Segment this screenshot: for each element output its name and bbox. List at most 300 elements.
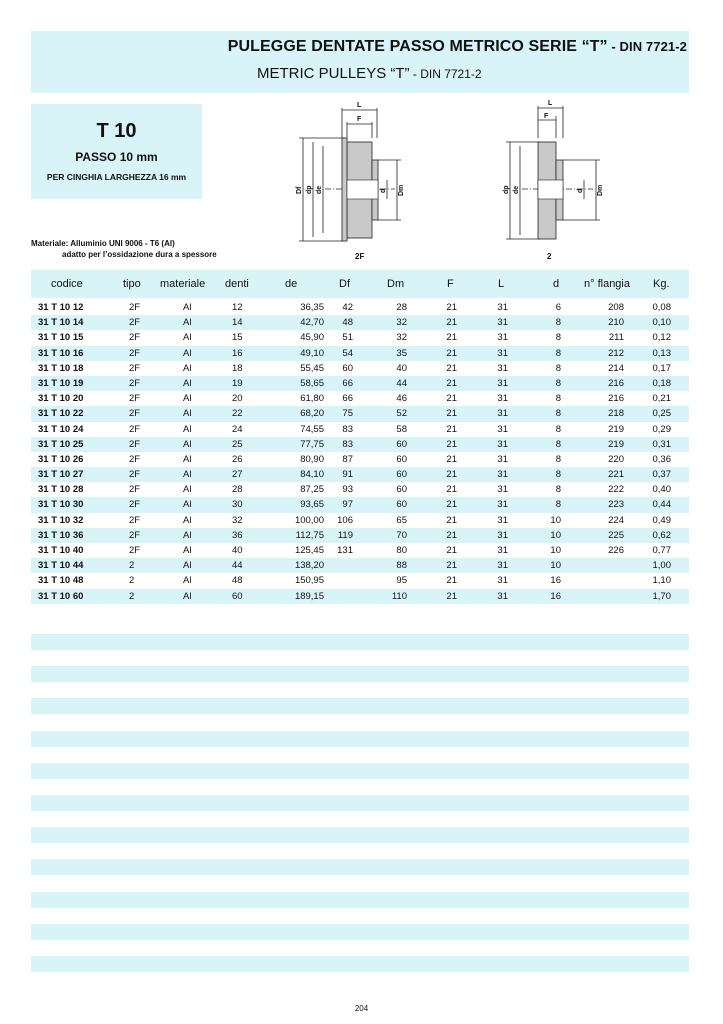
cell-d: 8 xyxy=(555,423,561,435)
table-row xyxy=(31,558,689,573)
cell-dm: 95 xyxy=(396,575,407,587)
cell-kg: 0,17 xyxy=(652,362,671,374)
cell-flangia: 219 xyxy=(608,423,624,435)
cell-df: 66 xyxy=(342,393,353,405)
cell-materiale: Al xyxy=(183,423,192,435)
cell-tipo: 2F xyxy=(129,438,141,450)
table-row xyxy=(31,497,689,512)
cell-tipo: 2F xyxy=(129,302,141,313)
cell-codice: 31 T 10 19 xyxy=(38,377,84,389)
series-code: T 10 xyxy=(96,120,137,142)
dim-label-F: F xyxy=(544,113,549,120)
dim-label-dp: dp xyxy=(503,185,510,194)
cell-codice: 31 T 10 44 xyxy=(38,560,84,572)
cell-materiale: Al xyxy=(183,499,192,511)
dim-label-Dm: Dm xyxy=(597,184,604,196)
dim-label-Df: Df xyxy=(296,186,303,194)
col-header-flangia: n° flangia xyxy=(584,278,630,290)
cell-l: 31 xyxy=(497,453,508,465)
table-row xyxy=(31,482,689,497)
cell-tipo: 2F xyxy=(129,423,141,435)
col-header-denti: denti xyxy=(225,278,249,290)
cell-kg: 1,70 xyxy=(652,590,671,602)
cell-codice: 31 T 10 30 xyxy=(38,499,84,511)
cell-dm: 60 xyxy=(396,469,407,481)
table-row xyxy=(31,300,689,315)
empty-row-stripe xyxy=(31,827,689,843)
cell-d: 8 xyxy=(555,347,561,359)
cell-codice: 31 T 10 18 xyxy=(38,362,84,374)
cell-denti: 18 xyxy=(232,362,243,374)
material-note xyxy=(31,238,217,260)
pulley-2f-flange-left xyxy=(342,138,347,241)
cell-denti: 30 xyxy=(232,499,243,511)
cell-f: 21 xyxy=(446,484,457,496)
cell-d: 10 xyxy=(550,560,561,572)
cell-d: 8 xyxy=(555,438,561,450)
cell-kg: 0,12 xyxy=(652,332,671,344)
cell-codice: 31 T 10 25 xyxy=(38,438,84,450)
cell-dm: 110 xyxy=(391,590,407,602)
cell-d: 16 xyxy=(550,575,561,587)
cell-d: 10 xyxy=(550,529,561,541)
cell-de: 49,10 xyxy=(300,347,324,359)
cell-f: 21 xyxy=(446,332,457,344)
cell-flangia: 218 xyxy=(608,408,624,420)
cell-denti: 40 xyxy=(232,545,243,556)
table-row xyxy=(31,543,689,558)
dim-label-L: L xyxy=(357,102,362,109)
cell-materiale: Al xyxy=(183,393,192,405)
cell-flangia: 210 xyxy=(608,317,624,329)
figure-label-2f: 2F xyxy=(355,252,365,261)
cell-codice: 31 T 10 12 xyxy=(38,302,84,313)
cell-de: 112,75 xyxy=(295,529,324,541)
cell-tipo: 2 xyxy=(129,590,135,602)
cell-dm: 58 xyxy=(396,423,407,435)
title-english: METRIC PULLEYS “T” - DIN 7721-2 xyxy=(257,65,482,82)
cell-f: 21 xyxy=(446,423,457,435)
cell-codice: 31 T 10 26 xyxy=(38,453,84,465)
table-row xyxy=(31,361,689,376)
cell-f: 21 xyxy=(446,529,457,541)
cell-dm: 60 xyxy=(396,438,407,450)
table-row xyxy=(31,437,689,452)
dim-label-d: d xyxy=(380,188,387,193)
cell-df: 75 xyxy=(342,408,353,420)
cell-codice: 31 T 10 60 xyxy=(38,590,84,602)
cell-tipo: 2F xyxy=(129,514,141,526)
cell-tipo: 2F xyxy=(129,362,141,374)
cell-d: 8 xyxy=(555,484,561,496)
cell-codice: 31 T 10 40 xyxy=(38,545,84,556)
series-badge xyxy=(31,104,202,199)
empty-row-stripe xyxy=(31,859,689,875)
cell-de: 138,20 xyxy=(294,560,324,572)
cell-l: 31 xyxy=(497,529,508,541)
table-row xyxy=(31,422,689,437)
pulley-2f-bore xyxy=(347,180,378,199)
col-header-de: de xyxy=(285,278,298,290)
cell-de: 189,15 xyxy=(294,590,324,602)
cell-l: 31 xyxy=(497,438,508,450)
cell-df: 60 xyxy=(342,362,353,374)
cell-denti: 15 xyxy=(232,332,243,344)
cell-d: 8 xyxy=(555,362,561,374)
cell-dm: 60 xyxy=(396,484,407,496)
cell-dm: 52 xyxy=(396,408,407,420)
cell-codice: 31 T 10 24 xyxy=(38,423,84,435)
cell-tipo: 2F xyxy=(129,377,141,389)
col-header-materiale: materiale xyxy=(160,278,206,290)
cell-dm: 35 xyxy=(396,347,407,359)
cell-codice: 31 T 10 27 xyxy=(38,469,84,481)
col-header-tipo: tipo xyxy=(123,278,141,290)
cell-materiale: Al xyxy=(183,560,192,572)
cell-codice: 31 T 10 16 xyxy=(38,347,84,359)
cell-d: 8 xyxy=(555,408,561,420)
cell-de: 61,80 xyxy=(300,393,324,405)
cell-l: 31 xyxy=(497,469,508,481)
material-note-line2: adatto per l’ossidazione dura a spessore xyxy=(62,250,217,259)
cell-denti: 44 xyxy=(232,560,243,572)
cell-de: 87,25 xyxy=(300,484,324,496)
table-body xyxy=(31,300,689,604)
cell-tipo: 2F xyxy=(129,408,141,420)
cell-flangia: 220 xyxy=(608,453,624,465)
cell-materiale: Al xyxy=(183,377,192,389)
cell-df: 83 xyxy=(342,423,353,435)
cell-df: 87 xyxy=(342,453,353,465)
cell-l: 31 xyxy=(497,545,508,556)
cell-d: 8 xyxy=(555,377,561,389)
cell-materiale: Al xyxy=(183,545,192,556)
cell-l: 31 xyxy=(497,499,508,511)
cell-f: 21 xyxy=(446,590,457,602)
cell-df: 51 xyxy=(342,332,353,344)
cell-df: 97 xyxy=(342,499,353,511)
cell-dm: 46 xyxy=(396,393,407,405)
dim-label-de: de xyxy=(513,185,520,194)
cell-l: 31 xyxy=(497,362,508,374)
cell-df: 119 xyxy=(337,529,353,541)
cell-l: 31 xyxy=(497,590,508,602)
cell-flangia: 221 xyxy=(608,469,624,481)
cell-de: 84,10 xyxy=(300,469,324,481)
cell-dm: 32 xyxy=(396,332,407,344)
cell-df: 93 xyxy=(342,484,353,496)
figure-label-2: 2 xyxy=(547,252,552,261)
col-header-l: L xyxy=(498,278,505,290)
cell-materiale: Al xyxy=(183,438,192,450)
empty-row-stripe xyxy=(31,956,689,972)
cell-flangia: 216 xyxy=(608,393,624,405)
cell-d: 8 xyxy=(555,499,561,511)
cell-f: 21 xyxy=(446,469,457,481)
cell-de: 58,65 xyxy=(300,377,324,389)
col-header-codice: codice xyxy=(51,278,83,290)
cell-kg: 0,25 xyxy=(652,408,671,420)
cell-f: 21 xyxy=(446,514,457,526)
col-header-f: F xyxy=(447,278,454,290)
cell-denti: 27 xyxy=(232,469,243,481)
table-row xyxy=(31,346,689,361)
cell-dm: 28 xyxy=(396,302,407,313)
cell-denti: 14 xyxy=(232,317,243,329)
cell-dm: 40 xyxy=(396,362,407,374)
cell-materiale: Al xyxy=(183,332,192,344)
cell-dm: 70 xyxy=(396,529,407,541)
dim-label-L: L xyxy=(548,100,553,107)
cell-l: 31 xyxy=(497,377,508,389)
cell-f: 21 xyxy=(446,499,457,511)
cell-denti: 36 xyxy=(232,529,243,541)
cell-flangia: 208 xyxy=(608,302,624,313)
pulley-2-drawing xyxy=(498,98,608,248)
cell-flangia: 211 xyxy=(608,332,624,344)
cell-materiale: Al xyxy=(183,453,192,465)
table-row xyxy=(31,589,689,604)
cell-kg: 0,37 xyxy=(652,469,671,481)
cell-df: 66 xyxy=(342,377,353,389)
cell-kg: 0,36 xyxy=(652,453,671,465)
cell-df: 131 xyxy=(337,545,353,556)
cell-flangia: 216 xyxy=(608,377,624,389)
pulley-2f-drawing xyxy=(295,98,415,248)
cell-tipo: 2F xyxy=(129,453,141,465)
cell-denti: 25 xyxy=(232,438,243,450)
table-row xyxy=(31,315,689,330)
belt-width-label: PER CINGHIA LARGHEZZA 16 mm xyxy=(46,172,187,182)
cell-denti: 20 xyxy=(232,393,243,405)
cell-kg: 0,13 xyxy=(652,347,671,359)
cell-materiale: Al xyxy=(183,575,192,587)
cell-df: 42 xyxy=(342,302,353,313)
title-italian: PULEGGE DENTATE PASSO METRICO SERIE “T” - DIN 7721-2 xyxy=(227,38,687,55)
cell-d: 10 xyxy=(550,545,561,556)
cell-flangia: 224 xyxy=(608,514,624,526)
cell-materiale: Al xyxy=(183,302,192,313)
cell-materiale: Al xyxy=(183,408,192,420)
cell-f: 21 xyxy=(446,302,457,313)
title-banner xyxy=(31,31,689,93)
cell-materiale: Al xyxy=(183,514,192,526)
cell-de: 93,65 xyxy=(300,499,324,511)
cell-kg: 0,77 xyxy=(652,545,671,556)
cell-codice: 31 T 10 48 xyxy=(38,575,84,587)
cell-de: 125,45 xyxy=(294,545,324,556)
cell-codice: 31 T 10 15 xyxy=(38,332,84,344)
cell-kg: 0,62 xyxy=(652,529,671,541)
cell-materiale: Al xyxy=(183,317,192,329)
cell-tipo: 2F xyxy=(129,317,141,329)
table-row xyxy=(31,573,689,588)
cell-tipo: 2F xyxy=(129,545,141,556)
cell-materiale: Al xyxy=(183,484,192,496)
cell-l: 31 xyxy=(497,302,508,313)
page-number: 204 xyxy=(354,1004,369,1013)
cell-f: 21 xyxy=(446,317,457,329)
cell-tipo: 2F xyxy=(129,499,141,511)
cell-tipo: 2F xyxy=(129,469,141,481)
cell-tipo: 2 xyxy=(129,560,135,572)
cell-flangia: 222 xyxy=(608,484,624,496)
table-row xyxy=(31,513,689,528)
cell-l: 31 xyxy=(497,408,508,420)
dim-label-de: de xyxy=(316,185,323,194)
cell-tipo: 2F xyxy=(129,332,141,344)
cell-denti: 26 xyxy=(232,453,243,465)
cell-de: 150,95 xyxy=(294,575,324,587)
table-row xyxy=(31,330,689,345)
cell-de: 77,75 xyxy=(300,438,324,450)
material-note-line1: Materiale: Alluminio UNI 9006 - T6 (Al) xyxy=(31,239,175,248)
cell-tipo: 2F xyxy=(129,529,141,541)
cell-de: 80,90 xyxy=(300,453,324,465)
cell-codice: 31 T 10 28 xyxy=(38,484,84,496)
empty-row-stripe xyxy=(31,698,689,714)
cell-f: 21 xyxy=(446,560,457,572)
cell-denti: 22 xyxy=(232,408,243,420)
empty-row-stripe xyxy=(31,666,689,682)
cell-kg: 0,49 xyxy=(652,514,671,526)
cell-kg: 0,21 xyxy=(652,393,671,405)
table-row xyxy=(31,391,689,406)
cell-l: 31 xyxy=(497,514,508,526)
cell-materiale: Al xyxy=(183,469,192,481)
cell-codice: 31 T 10 22 xyxy=(38,408,84,420)
empty-row-stripe xyxy=(31,892,689,908)
cell-materiale: Al xyxy=(183,590,192,602)
cell-f: 21 xyxy=(446,453,457,465)
cell-d: 8 xyxy=(555,453,561,465)
cell-dm: 60 xyxy=(396,499,407,511)
cell-de: 100,00 xyxy=(294,514,324,526)
cell-denti: 48 xyxy=(232,575,243,587)
cell-de: 68,20 xyxy=(300,408,324,420)
cell-l: 31 xyxy=(497,560,508,572)
cell-d: 6 xyxy=(555,302,561,313)
cell-kg: 1,10 xyxy=(652,575,671,587)
cell-kg: 0,29 xyxy=(652,423,671,435)
cell-de: 42,70 xyxy=(300,317,324,329)
cell-kg: 1,00 xyxy=(652,560,671,572)
cell-denti: 16 xyxy=(232,347,243,359)
table-header xyxy=(31,270,689,298)
dim-label-dp: dp xyxy=(306,185,313,194)
cell-dm: 80 xyxy=(396,545,407,556)
cell-tipo: 2 xyxy=(129,575,135,587)
cell-codice: 31 T 10 32 xyxy=(38,514,84,526)
cell-dm: 60 xyxy=(396,453,407,465)
cell-de: 55,45 xyxy=(300,362,324,374)
cell-flangia: 223 xyxy=(608,499,624,511)
cell-l: 31 xyxy=(497,317,508,329)
cell-codice: 31 T 10 20 xyxy=(38,393,84,405)
cell-l: 31 xyxy=(497,423,508,435)
cell-f: 21 xyxy=(446,377,457,389)
cell-de: 36,35 xyxy=(300,302,324,313)
empty-row-stripe xyxy=(31,634,689,650)
cell-dm: 44 xyxy=(396,377,407,389)
cell-kg: 0,18 xyxy=(652,377,671,389)
cell-tipo: 2F xyxy=(129,484,141,496)
table-row xyxy=(31,406,689,421)
cell-denti: 12 xyxy=(232,302,243,313)
empty-row-stripe xyxy=(31,731,689,747)
pitch-label: PASSO 10 mm xyxy=(75,150,158,164)
cell-f: 21 xyxy=(446,545,457,556)
dim-label-F: F xyxy=(357,116,362,123)
table-row xyxy=(31,376,689,391)
cell-dm: 88 xyxy=(396,560,407,572)
cell-df: 106 xyxy=(337,514,353,526)
cell-materiale: Al xyxy=(183,347,192,359)
cell-tipo: 2F xyxy=(129,347,141,359)
cell-flangia: 212 xyxy=(608,347,624,359)
cell-kg: 0,08 xyxy=(652,302,671,313)
cell-d: 10 xyxy=(550,514,561,526)
table-row xyxy=(31,467,689,482)
cell-denti: 24 xyxy=(232,423,243,435)
cell-f: 21 xyxy=(446,408,457,420)
cell-codice: 31 T 10 14 xyxy=(38,317,84,329)
cell-f: 21 xyxy=(446,438,457,450)
cell-l: 31 xyxy=(497,332,508,344)
cell-de: 45,90 xyxy=(300,332,324,344)
cell-df: 54 xyxy=(342,347,353,359)
cell-codice: 31 T 10 36 xyxy=(38,529,84,541)
cell-dm: 32 xyxy=(396,317,407,329)
cell-materiale: Al xyxy=(183,529,192,541)
cell-kg: 0,40 xyxy=(652,484,671,496)
cell-denti: 19 xyxy=(232,377,243,389)
cell-f: 21 xyxy=(446,347,457,359)
table-row xyxy=(31,528,689,543)
cell-flangia: 225 xyxy=(608,529,624,541)
cell-tipo: 2F xyxy=(129,393,141,405)
cell-denti: 28 xyxy=(232,484,243,496)
cell-flangia: 214 xyxy=(608,362,624,374)
cell-kg: 0,44 xyxy=(652,499,671,511)
empty-row-stripe xyxy=(31,924,689,940)
col-header-kg: Kg. xyxy=(653,278,670,290)
cell-f: 21 xyxy=(446,393,457,405)
cell-df: 48 xyxy=(342,317,353,329)
cell-denti: 32 xyxy=(232,514,243,526)
cell-df: 83 xyxy=(342,438,353,450)
cell-f: 21 xyxy=(446,362,457,374)
col-header-df: Df xyxy=(339,278,350,290)
col-header-dm: Dm xyxy=(387,278,405,290)
cell-de: 74,55 xyxy=(300,423,324,435)
cell-kg: 0,10 xyxy=(652,317,671,329)
cell-materiale: Al xyxy=(183,362,192,374)
cell-d: 8 xyxy=(555,332,561,344)
cell-f: 21 xyxy=(446,575,457,587)
empty-row-stripe xyxy=(31,763,689,779)
cell-l: 31 xyxy=(497,347,508,359)
cell-kg: 0,31 xyxy=(652,438,671,450)
dim-label-Dm: Dm xyxy=(398,184,405,196)
cell-d: 8 xyxy=(555,469,561,481)
cell-flangia: 226 xyxy=(608,545,624,556)
cell-denti: 60 xyxy=(232,590,243,602)
cell-d: 8 xyxy=(555,393,561,405)
cell-d: 8 xyxy=(555,317,561,329)
empty-row-stripe xyxy=(31,795,689,811)
cell-dm: 65 xyxy=(396,514,407,526)
